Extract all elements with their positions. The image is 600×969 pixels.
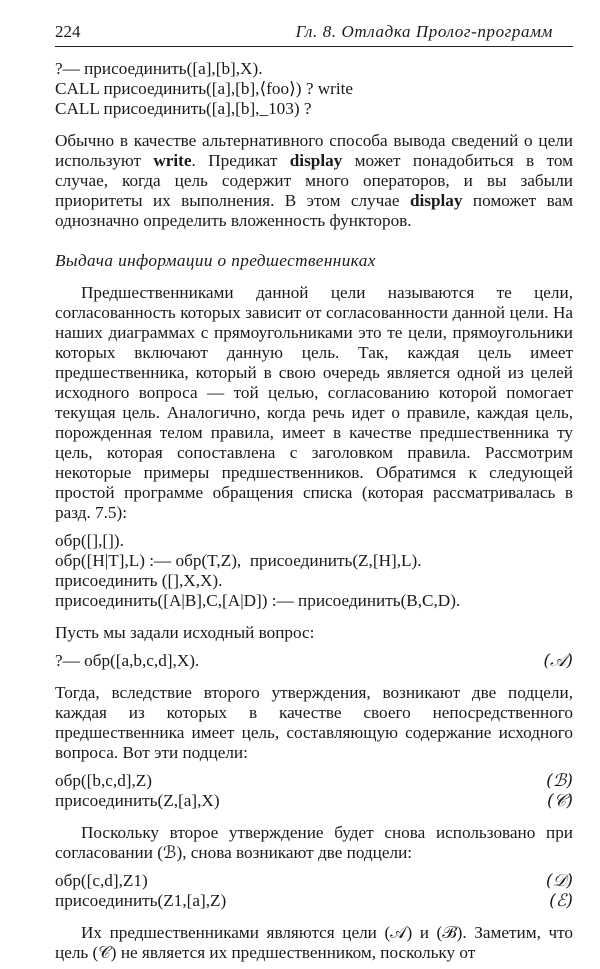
- keyword-display: display: [409, 191, 463, 210]
- query-line: [55, 651, 573, 671]
- paragraph-subgoals: Тогда, вследствие второго утверждения, возникают две подцели, каждая из которых в качестве своего непосредственного предшественника имеет цель, составляющую содержание исходного вопроса. Вот эти подцели:: [55, 683, 573, 762]
- subgoal-line: [55, 871, 573, 891]
- subgoal-line: [55, 891, 573, 911]
- paragraph-predecessor-note: Их предшественниками являются цели (𝒜) и (ℬ). Заметим, что цель (𝒞) не является их предшественником, поскольку от: [55, 923, 573, 962]
- goal-tag: (𝒜): [543, 651, 573, 671]
- running-title: Гл. 8. Отладка Пролог-программ: [295, 22, 553, 41]
- code-block-call: [55, 59, 573, 119]
- paragraph-query-intro: Пусть мы задали исходный вопрос:: [55, 623, 315, 642]
- section-title: Выдача информации о предшественниках: [55, 251, 376, 270]
- subgoal-text: присоединить(Z1,[a],Z): [55, 891, 227, 910]
- goal-tag: (𝒞): [547, 791, 573, 811]
- keyword-display: display: [289, 151, 343, 170]
- code-line: обр([],[]).: [55, 531, 124, 550]
- subgoals-list-1: [55, 771, 573, 811]
- text-run: может понадобиться в том случае, когда цель содержит много операторов, и вы забыли приоритеты их выполнения. В этом случае: [55, 151, 573, 210]
- keyword-write: write: [153, 151, 192, 170]
- paragraph-second-statement: Поскольку второе утверждение будет снова использовано при согласовании (ℬ), снова возникают две подцели:: [55, 823, 573, 862]
- text-run: Обычно в качестве альтернативного способа вывода сведений о цели используют: [55, 131, 573, 170]
- goal-tag: (𝒟): [545, 871, 573, 891]
- code-line: ?— присоединить([a],[b],X).: [55, 59, 263, 78]
- goal-tag: (ℰ): [549, 891, 573, 911]
- subgoals-list-2: [55, 871, 573, 911]
- code-line: CALL присоединить([a],[b],⟨foo⟩) ? write: [55, 79, 354, 98]
- page-header: [55, 22, 573, 47]
- code-line: CALL присоединить([a],[b],_103) ?: [55, 99, 312, 118]
- subgoal-text: присоединить(Z,[a],X): [55, 791, 220, 810]
- query-text: ?— обр([a,b,c,d],X).: [55, 651, 200, 670]
- book-page: [55, 22, 573, 963]
- subgoal-text: обр([b,c,d],Z): [55, 771, 153, 790]
- page-number: 224: [55, 22, 81, 41]
- code-line: присоединить ([],X,X).: [55, 571, 223, 590]
- code-block-reverse: [55, 531, 573, 611]
- subgoal-line: [55, 771, 573, 791]
- goal-tag: (ℬ): [546, 771, 573, 791]
- text-run: поможет вам однозначно определить вложенность функторов.: [55, 191, 573, 230]
- code-line: обр([H|T],L) :— обр(T,Z), присоединить(Z,[H],L).: [55, 551, 422, 570]
- text-run: . Предикат: [191, 151, 290, 170]
- code-line: присоединить([A|B],C,[A|D]) :— присоединить(B,C,D).: [55, 591, 461, 610]
- subgoal-text: обр([c,d],Z1): [55, 871, 148, 890]
- paragraph-write-display: [55, 131, 573, 231]
- paragraph-predecessors: Предшественниками данной цели называются те цели, согласованность которых зависит от согласованности данной цели. На наших диаграммах с прямоугольниками это те цели, прямоугольники которых включают данную цель. Так, каждая цель имеет предшественника, который в свою очередь является одной из целей исходного вопроса — той целью, согласованию которой помогает текущая цель. Аналогично, когда речь идет о правиле, каждая цель, порожденная телом правила, имеет в качестве предшественника ту цель, которая сопоставлена с заголовком правила. Рассмотрим некоторые примеры предшественников. Обратимся к следующей простой программе обращения списка (которая рассматривалась в разд. 7.5):: [55, 283, 573, 522]
- subgoal-line: [55, 791, 573, 811]
